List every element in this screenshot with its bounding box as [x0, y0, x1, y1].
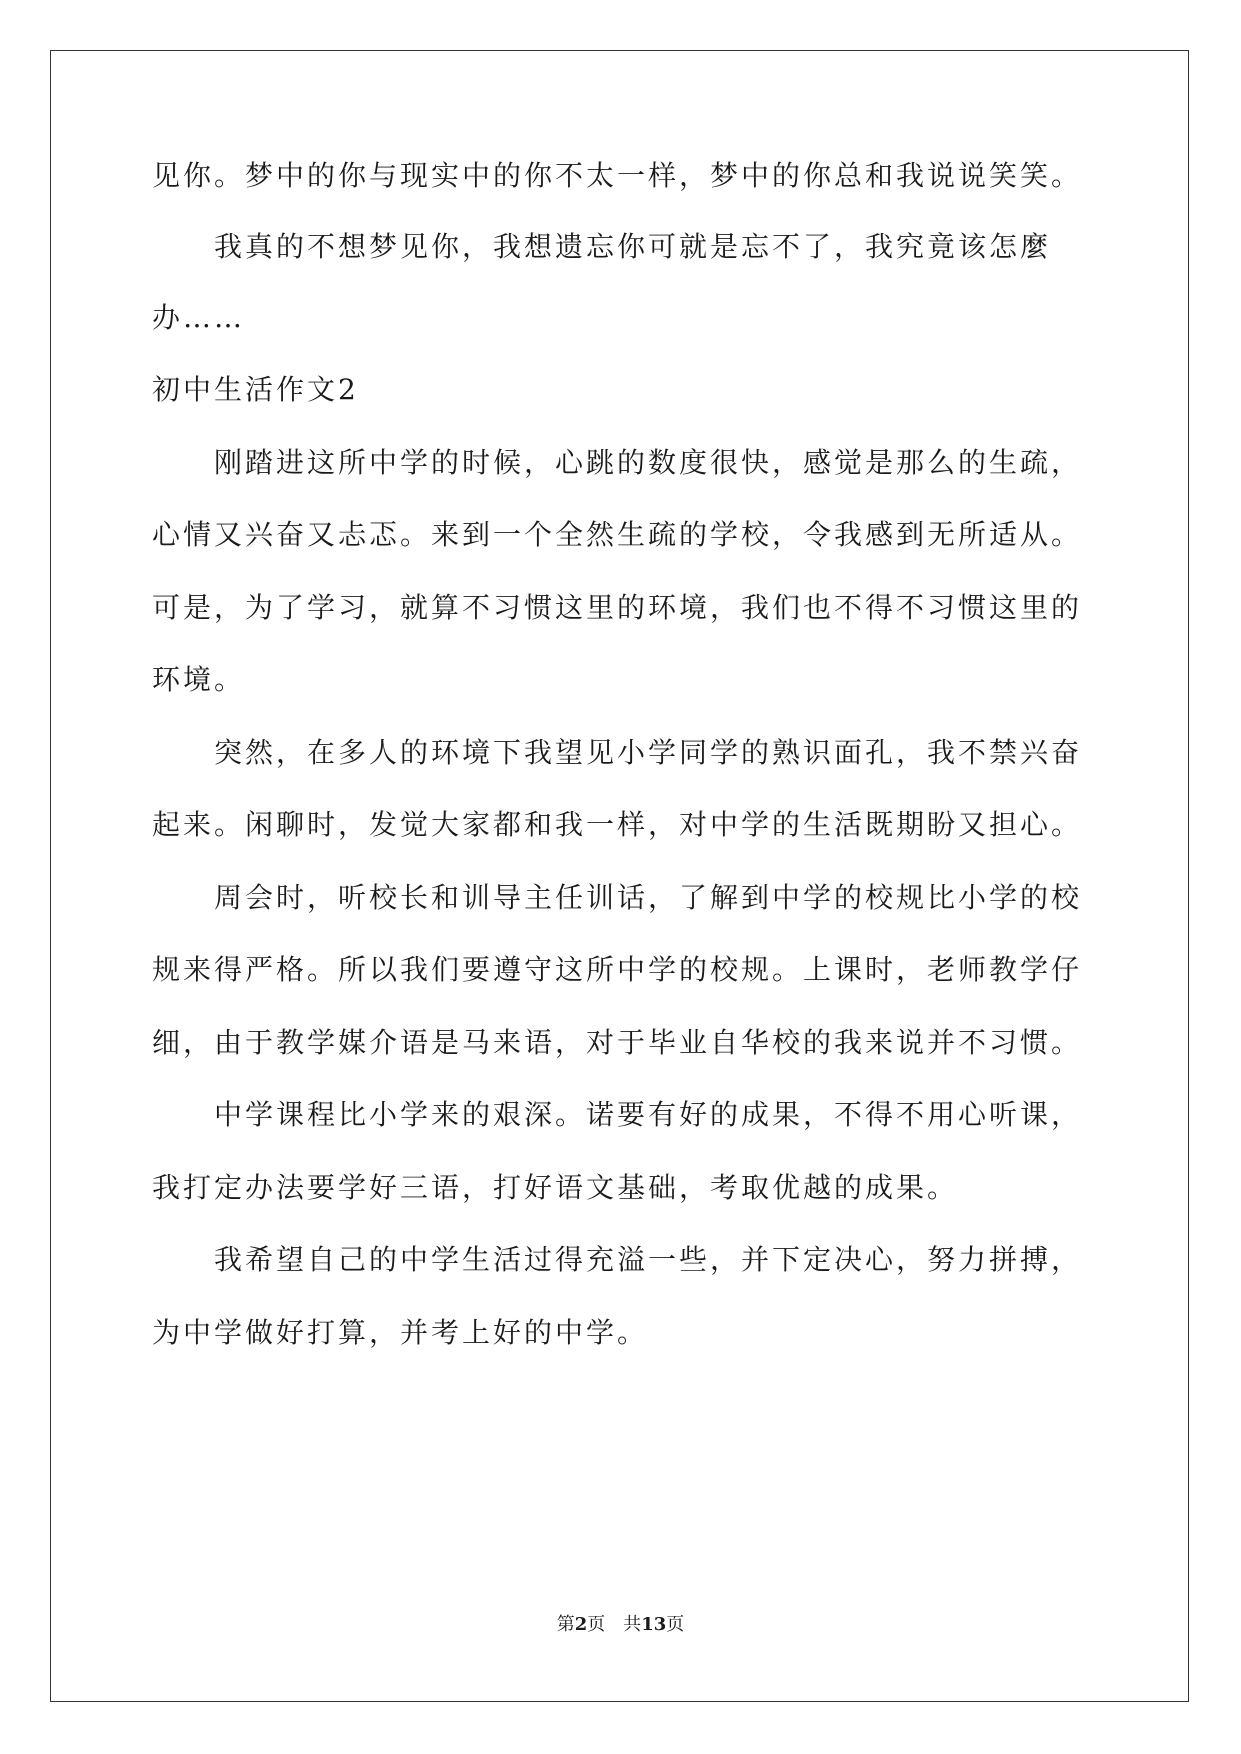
text-line-10: 起来。闲聊时，发觉大家都和我一样，对中学的生活既期盼又担心。: [152, 808, 1083, 841]
text-line-5: 刚踏进这所中学的时候，心跳的数度很快，感觉是那么的生疏，: [152, 446, 1083, 479]
text-line-9: 突然，在多人的环境下我望见小学同学的熟识面孔，我不禁兴奋: [152, 736, 1083, 769]
text-line-16: 我希望自己的中学生活过得充溢一些，并下定决心，努力拼搏，: [152, 1243, 1083, 1276]
text-line-6: 心情又兴奋又忐忑。来到一个全然生疏的学校，令我感到无所适从。: [152, 518, 1083, 551]
text-line-11: 周会时，听校长和训导主任训话，了解到中学的校规比小学的校: [152, 881, 1083, 914]
section-heading: 初中生活作文2: [152, 373, 359, 406]
footer-page-prefix: 第: [556, 1614, 575, 1635]
text-line-14: 中学课程比小学来的艰深。诺要有好的成果，不得不用心听课，: [152, 1098, 1083, 1131]
footer-total-prefix: 共: [623, 1614, 642, 1635]
text-line-17: 为中学做好打算，并考上好的中学。: [152, 1316, 649, 1349]
text-line-2: 我真的不想梦见你，我想遗忘你可就是忘不了，我究竟该怎麼: [152, 230, 1052, 263]
footer-total-pages: 13: [641, 1614, 667, 1635]
footer-total-suffix: 页: [666, 1614, 685, 1635]
text-line-7: 可是，为了学习，就算不习惯这里的环境，我们也不得不习惯这里的: [152, 591, 1083, 624]
text-line-8: 环境。: [152, 663, 246, 696]
text-line-13: 细，由于教学媒介语是马来语，对于毕业自华校的我来说并不习惯。: [152, 1026, 1083, 1059]
text-line-15: 我打定办法要学好三语，打好语文基础，考取优越的成果。: [152, 1171, 959, 1204]
text-line-1: 见你。梦中的你与现实中的你不太一样，梦中的你总和我说说笑笑。: [152, 159, 1083, 192]
page-footer: [0, 1610, 1241, 1636]
text-line-12: 规来得严格。所以我们要遵守这所中学的校规。上课时，老师教学仔: [152, 953, 1083, 986]
footer-page-word: 页: [587, 1614, 606, 1635]
page-border: [50, 50, 1189, 1702]
footer-current-page: 2: [574, 1614, 588, 1635]
text-line-3: 办……: [152, 301, 246, 334]
